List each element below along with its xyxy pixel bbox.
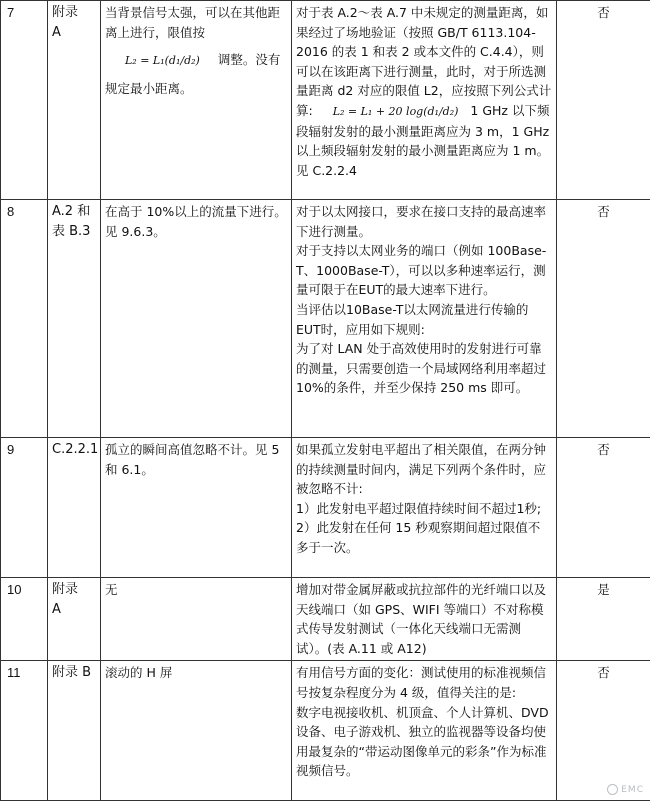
detail-text: 为了对 LAN 处于高效使用时的发射进行可靠的测量，只需要创造一个局域网络利用率超过 10%的条件，并至少保持 250 ms 即可。 xyxy=(296,339,552,398)
detail-text: 当评估以10Base-T以太网流量进行传输的EUT时，应用如下规则: xyxy=(296,300,552,339)
detail-cell xyxy=(292,578,557,661)
row-number: 10 xyxy=(1,578,48,661)
detail-text: 数字电视接收机、机顶盒、个人计算机、DVD设备、电子游戏机、独立的监视器等设备均使用最复杂的“带运动图像单元的彩条”作为标准视频信号。 xyxy=(296,703,552,781)
watermark-icon xyxy=(607,784,618,795)
limit-formula: L₂ = L₁ + 20 log(d₁/d₂) xyxy=(333,102,459,122)
requirement-cell: 滚动的 H 屏 xyxy=(101,661,292,801)
change-flag: 是 xyxy=(557,578,650,661)
requirement-cell: 无 xyxy=(101,578,292,661)
detail-text: 对于表 A.2～表 A.7 中未规定的测量距离，如果经过了场地验证（按照 GB/T 6113.104-2016 的表 1 和表 2 或本文件的 C.4.4），则可以在该距离下进行测量，此时，对于所选测量距离 d2 对应的限值 L2，应按照下列公式计算: xyxy=(296,5,551,118)
change-flag: 否 xyxy=(557,438,650,578)
requirement-cell: 孤立的瞬间高值忽略不计。见 5 和 6.1。 xyxy=(101,438,292,578)
detail-cell xyxy=(292,1,557,200)
row-number: 9 xyxy=(1,438,48,578)
requirement-text-cont: 调整。没有规定最小距离。 xyxy=(105,52,280,96)
reference-cell: C.2.2.1 xyxy=(48,438,101,578)
table-row xyxy=(1,1,650,200)
watermark xyxy=(607,784,644,795)
detail-text: 1）此发射电平超过限值持续时间不超过1秒; xyxy=(296,499,552,519)
reference-cell: 附录 A xyxy=(48,1,101,200)
requirement-cell: 在高于 10%以上的流量下进行。见 9.6.3。 xyxy=(101,200,292,438)
table-row xyxy=(1,200,650,438)
detail-text: 1 GHz 以下频段辐射发射的最小测量距离应为 3 m，1 GHz 以上频段辐射发射的最小测量距离应为 1 m。见 C.2.2.4 xyxy=(296,103,549,178)
watermark-text: EMC xyxy=(621,785,644,795)
detail-text: 对于支持以太网业务的端口（例如 100Base-T、1000Base-T），可以以多种速率运行，测量可限于在EUT的最大速率下进行。 xyxy=(296,241,552,300)
detail-cell xyxy=(292,200,557,438)
detail-text: 有用信号方面的变化：测试使用的标准视频信号按复杂程度分为 4 级，值得关注的是: xyxy=(296,663,552,702)
table-row xyxy=(1,578,650,661)
table-row xyxy=(1,438,650,578)
change-flag: 否 xyxy=(557,200,650,438)
detail-text: 增加对带金属屏蔽或抗拉部件的光纤端口以及天线端口（如 GPS、WIFI 等端口）不对称模式传导发射测试（一体化天线端口无需测试）。(表 A.11 或 A12) xyxy=(296,580,552,658)
detail-cell xyxy=(292,661,557,801)
table-row xyxy=(1,661,650,801)
detail-text: 2）此发射在任何 15 秒观察期间超过限值不多于一次。 xyxy=(296,518,552,557)
change-flag: 否 xyxy=(557,661,650,801)
row-number: 7 xyxy=(1,1,48,200)
row-number: 11 xyxy=(1,661,48,801)
detail-text: 对于以太网接口，要求在接口支持的最高速率下进行测量。 xyxy=(296,202,552,241)
detail-cell xyxy=(292,438,557,578)
detail-text: 如果孤立发射电平超出了相关限值，在两分钟的持续测量时间内，满足下列两个条件时，应被忽略不计: xyxy=(296,440,552,499)
reference-cell: 附录 A xyxy=(48,578,101,661)
distance-formula: L₂ = L₁(d₁/d₂) xyxy=(125,54,200,67)
row-number: 8 xyxy=(1,200,48,438)
requirement-text: 当背景信号太强，可以在其他距离上进行，限值按 xyxy=(105,5,280,40)
reference-cell: A.2 和 表 B.3 xyxy=(48,200,101,438)
reference-cell: 附录 B xyxy=(48,661,101,801)
requirement-cell xyxy=(101,1,292,200)
change-flag: 否 xyxy=(557,1,650,200)
